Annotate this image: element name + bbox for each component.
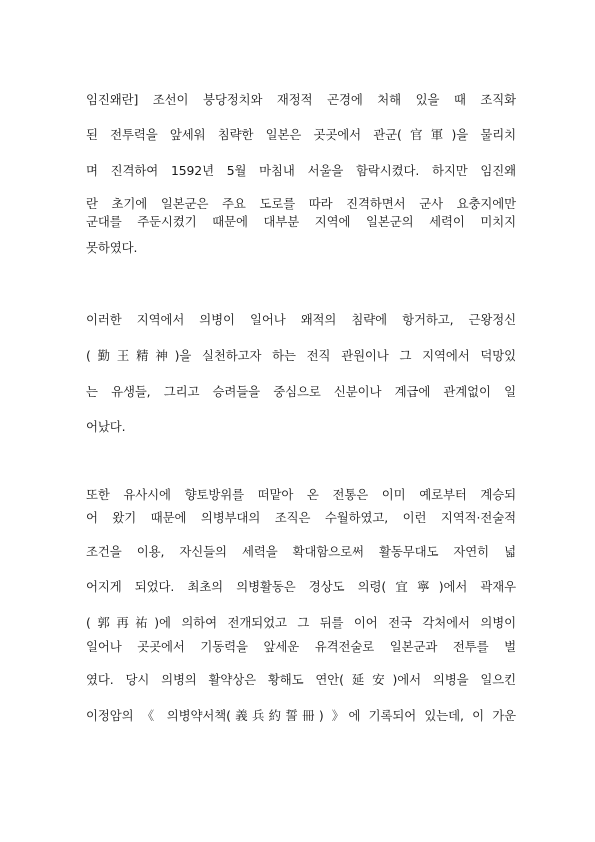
text-line: 어 왔기 때문에 의병부대의 조직은 수월하였고, 이런 지역적·전술적 — [86, 510, 516, 525]
text-line: 또한 유사시에 향토방위를 떠맡아 온 전통은 이미 예로부터 계승되 — [86, 487, 516, 502]
text-line: 는 유생들, 그리고 승려들을 중심으로 신분이나 계급에 관계없이 일 — [86, 384, 516, 399]
text-line: 란 초기에 일본군은 주요 도로를 따라 진격하면서 군사 요충지에만 — [86, 196, 516, 211]
text-line: 임진왜란] 조선이 붕당정치와 재정적 곤경에 처해 있을 때 조직화 — [86, 92, 516, 107]
text-line: 며 진격하여 1592년 5월 마침내 서울을 함락시켰다. 하지만 임진왜 — [86, 163, 516, 178]
text-line: 된 전투력을 앞세워 침략한 일본은 곳곳에서 관군(官軍)을 물리치 — [86, 127, 516, 142]
text-line: 조건을 이용, 자신들의 세력을 확대함으로써 활동무대도 자연히 넓 — [86, 544, 516, 559]
text-line: 어지게 되었다. 최초의 의병활동은 경상도 의령(宜寧)에서 곽재우 — [86, 579, 516, 594]
text-line: 군대를 주둔시켰기 때문에 대부분 지역에 일본군의 세력이 미치지 — [86, 214, 516, 229]
text-line: 이정암의 《 의병약서책(義兵約誓冊) 》에 기록되어 있는데, 이 가운 — [86, 708, 516, 723]
text-line: (勤王精神)을 실천하고자 하는 전직 관원이나 그 지역에서 덕망있 — [86, 348, 516, 363]
text-line: 였다. 당시 의병의 활약상은 황해도 연안(延安)에서 의병을 일으킨 — [86, 672, 516, 687]
text-line: 일어나 곳곳에서 기동력을 앞세운 유격전술로 일본군과 전투를 벌 — [86, 639, 516, 654]
text-line: 이러한 지역에서 의병이 일어나 왜적의 침략에 항거하고, 근왕정신 — [86, 312, 516, 327]
text-line: 어났다. — [86, 419, 126, 434]
text-line: 못하였다. — [86, 240, 138, 255]
text-line: (郭再祐)에 의하여 전개되었고 그 뒤를 이어 전국 각처에서 의병이 — [86, 615, 516, 630]
